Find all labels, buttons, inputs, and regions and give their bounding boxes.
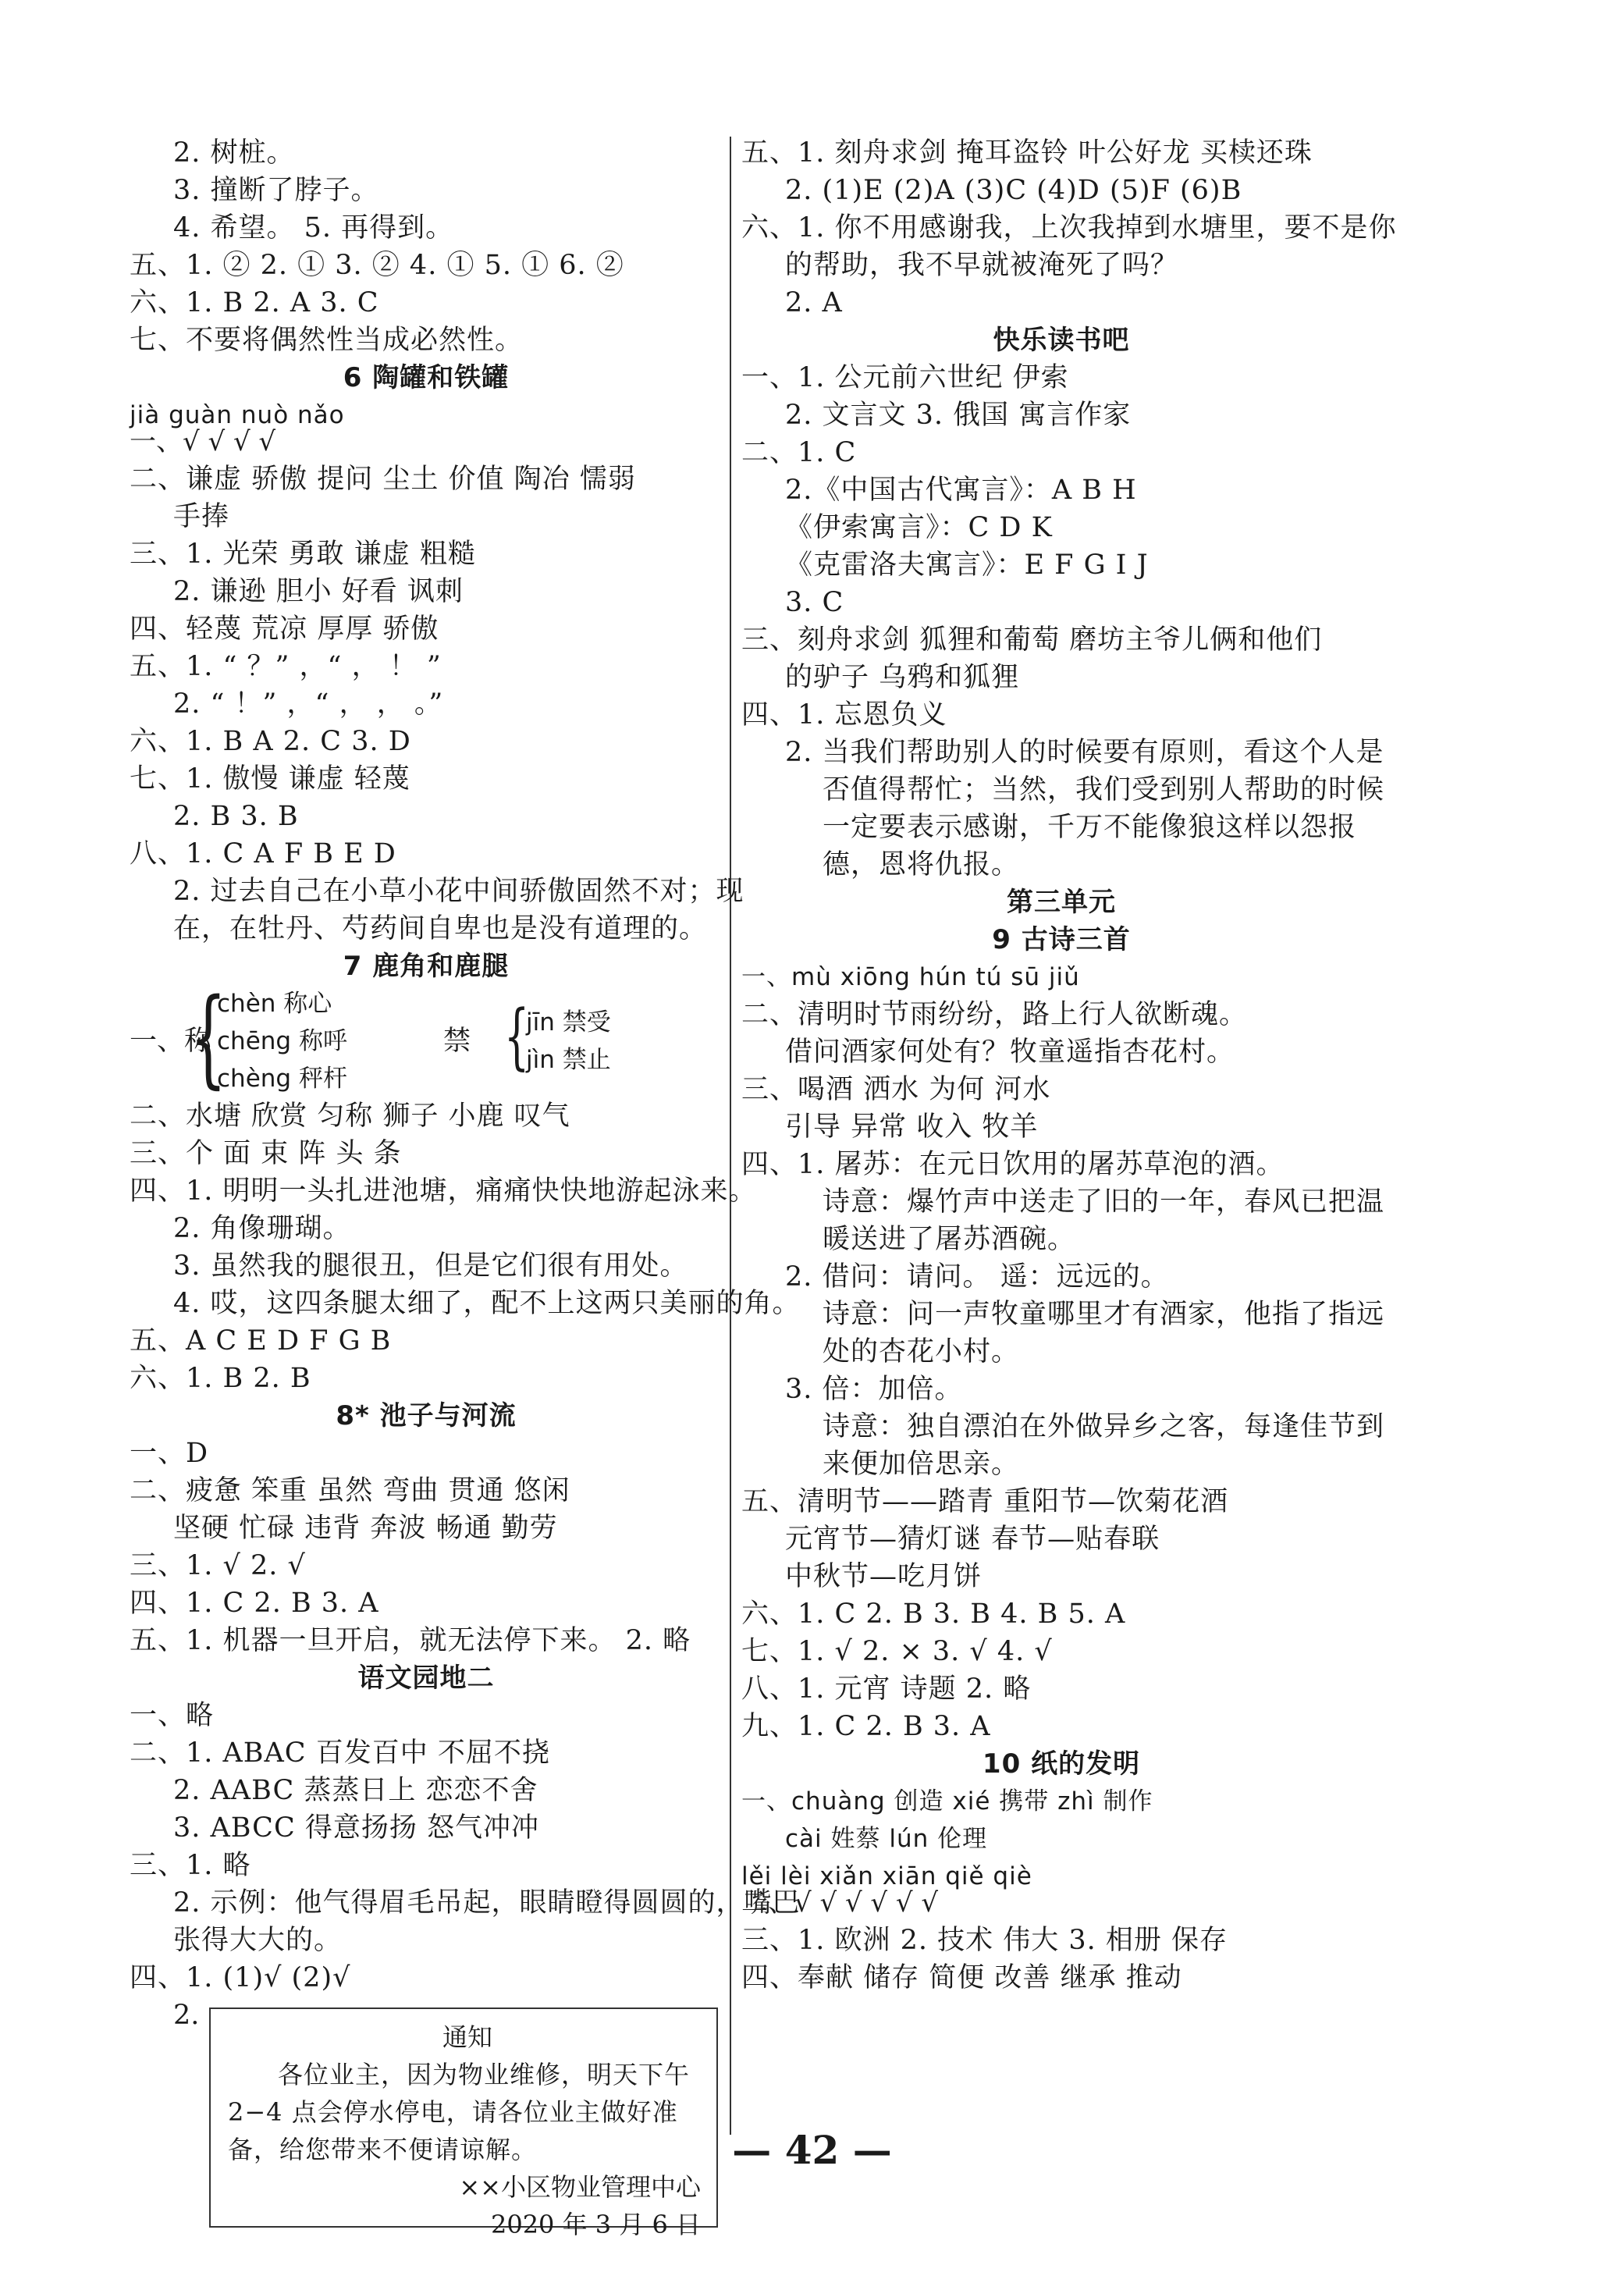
answer-number: 2. <box>173 2000 200 2031</box>
curly-brace-icon: { <box>190 976 227 1100</box>
answer-line: 2. A <box>785 287 843 318</box>
answer-line: 二、1. ABAC 百发百中 不屈不挠 <box>130 1737 550 1769</box>
answer-line: 3. ABCC 得意扬扬 怒气冲冲 <box>173 1812 539 1844</box>
section-title: 6 陶罐和铁罐 <box>343 362 510 393</box>
answer-line: 2. 过去自己在小草小花中间骄傲固然不对；现 <box>173 876 744 907</box>
brace-label: 一、称 <box>130 1026 212 1057</box>
answer-line: 五、1. “ ？” ，“ ， ！ ” <box>130 651 442 682</box>
answer-line: 2. 借问：请问。 遥：远远的。 <box>785 1261 1169 1293</box>
notice-date: 2020 年 3 月 6 日 <box>490 2210 701 2239</box>
check-marks: 一、√ √ √ √ <box>130 426 276 457</box>
answer-line: 四、1. (1)√ (2)√ <box>130 1962 351 1993</box>
answer-line: 三、1. 略 <box>130 1850 251 1881</box>
answer-line: 2. 谦逊 胆小 好看 讽刺 <box>173 576 464 607</box>
answer-line: 引导 异常 收入 牧羊 <box>785 1111 1039 1143</box>
answer-line: 一、D <box>130 1438 209 1469</box>
answer-line: 五、A C E D F G B <box>130 1325 392 1357</box>
answer-line: 三、刻舟求剑 狐狸和葡萄 磨坊主爷儿俩和他们 <box>741 624 1323 656</box>
answer-line: 2. 树桩。 <box>173 137 295 169</box>
curly-brace-icon: { <box>504 994 530 1078</box>
answer-line: 暖送进了屠苏酒碗。 <box>823 1224 1076 1255</box>
notice-answer <box>130 1997 723 2239</box>
answer-line: 2.《中国古代寓言》：A B H <box>785 475 1137 506</box>
answer-line: 五、清明节——踏青 重阳节—饮菊花酒 <box>741 1486 1229 1517</box>
brace-item: chēng 称呼 <box>217 1027 347 1055</box>
page-number: — 42 — <box>732 2127 892 2173</box>
answer-line: 否值得帮忙；当然，我们受到别人帮助的时候 <box>823 774 1385 805</box>
answer-line: 六、1. B A 2. C 3. D <box>130 726 411 757</box>
notice-body: 各位业主，因为物业维修，明天下午 2−4 点会停水停电，请各位业主做好准备，给您带来不便请谅解。 <box>228 2060 691 2164</box>
answer-line: 六、1. C 2. B 3. B 4. B 5. A <box>741 1599 1126 1630</box>
answer-line: 四、1. C 2. B 3. A <box>130 1588 379 1619</box>
answer-line: 三、1. 欧洲 2. 技术 伟大 3. 相册 保存 <box>741 1925 1228 1956</box>
answer-line: 《伊索寓言》：C D K <box>785 512 1053 543</box>
answer-line: 3. 倍：加倍。 <box>785 1374 963 1405</box>
answer-line: 三、1. √ 2. √ <box>130 1550 306 1581</box>
answer-line: 张得大大的。 <box>173 1925 343 1956</box>
answer-line: 七、1. 傲慢 谦虚 轻蔑 <box>130 763 410 795</box>
answer-line: 手捧 <box>173 501 230 532</box>
answer-line: 2. 示例：他气得眉毛吊起，眼睛瞪得圆圆的，嘴巴 <box>173 1887 801 1919</box>
answer-line: 诗意：独自漂泊在外做异乡之客，每逢佳节到 <box>823 1411 1385 1442</box>
section-title: 语文园地二 <box>357 1663 495 1694</box>
answer-line: 四、1. 明明一头扎进池塘，痛痛快快地游起泳来。 <box>130 1175 757 1207</box>
column-divider <box>730 137 731 2135</box>
brace-items <box>526 1004 611 1079</box>
answer-line: lěi lèi xiǎn xiān qiě qiè <box>741 1862 1032 1890</box>
notice-signature: ××小区物业管理中心 <box>459 2172 701 2202</box>
section-title: 8* 池子与河流 <box>336 1400 517 1431</box>
answer-line: 一、1. 公元前六世纪 伊索 <box>741 362 1069 393</box>
answer-line: 中秋节—吃月饼 <box>785 1561 983 1592</box>
answer-line: 诗意：问一声牧童哪里才有酒家，他指了指远 <box>823 1299 1385 1330</box>
answer-line: 4. 希望。 5. 再得到。 <box>173 212 454 244</box>
answer-line: 2. “ ！” ，“ ， ， 。” <box>173 688 444 720</box>
answer-line: 诗意：爆竹声中送走了旧的一年，春风已把温 <box>823 1186 1385 1218</box>
answer-line: 《克雷洛夫寓言》：E F G I J <box>785 549 1149 581</box>
answer-line: 七、1. √ 2. × 3. √ 4. √ <box>741 1636 1053 1667</box>
answer-line: 来便加倍思亲。 <box>823 1449 1020 1480</box>
answer-line: 一定要表示感谢，千万不能像狼这样以怨报 <box>823 812 1357 843</box>
answer-line: 4. 哎，这四条腿太细了，配不上这两只美丽的角。 <box>173 1288 801 1319</box>
answer-line: 五、1. 机器一旦开启，就无法停下来。 2. 略 <box>130 1625 691 1656</box>
brace-item: jīn 禁受 <box>526 1008 611 1037</box>
answer-line: jià guàn nuò nǎo <box>130 401 345 429</box>
section-title: 10 纸的发明 <box>982 1748 1141 1780</box>
answer-line: 的驴子 乌鸦和狐狸 <box>785 662 1020 693</box>
answer-line: 二、谦虚 骄傲 提问 尘土 价值 陶冶 懦弱 <box>130 464 636 495</box>
answer-line: 六、1. 你不用感谢我，上次我掉到水塘里，要不是你 <box>741 212 1397 244</box>
answer-line: 一、chuàng 创造 xié 携带 zhì 制作 <box>741 1787 1153 1815</box>
answer-line: 五、1. 刻舟求剑 掩耳盗铃 叶公好龙 买椟还珠 <box>741 137 1313 169</box>
notice-title: 通知 <box>442 2022 492 2052</box>
answer-line: 2. (1)E (2)A (3)C (4)D (5)F (6)B <box>785 175 1242 206</box>
answer-line: 3. 虽然我的腿很丑，但是它们很有用处。 <box>173 1250 688 1282</box>
notice-box <box>209 2008 718 2239</box>
answer-line: 2. 当我们帮助别人的时候要有原则，看这个人是 <box>785 737 1384 768</box>
section-title: 9 古诗三首 <box>992 924 1131 955</box>
answer-line: 在，在牡丹、芍药间自卑也是没有道理的。 <box>173 913 708 944</box>
answer-line: 三、个 面 束 阵 头 条 <box>130 1138 402 1169</box>
answer-line: 三、喝酒 洒水 为何 河水 <box>741 1074 1051 1105</box>
section-title: 7 鹿角和鹿腿 <box>343 951 510 982</box>
answer-line: 五、1. ② 2. ① 3. ② 4. ① 5. ① 6. ② <box>130 250 624 281</box>
answer-line: 九、1. C 2. B 3. A <box>741 1711 991 1742</box>
answer-line: 四、1. 屠苏：在元日饮用的屠苏草泡的酒。 <box>741 1149 1285 1180</box>
answer-line: 六、1. B 2. A 3. C <box>130 287 379 318</box>
answer-line: 二、水塘 欣赏 匀称 狮子 小鹿 叹气 <box>130 1101 570 1132</box>
answer-line: 四、1. 忘恩负义 <box>741 699 947 731</box>
answer-line: 3. C <box>785 587 844 618</box>
section-title: 快乐读书吧 <box>993 325 1130 356</box>
answer-line: 一、mù xiōng hún tú sū jiǔ <box>741 963 1080 991</box>
answer-line: 八、1. C A F B E D <box>130 838 396 870</box>
answer-line: 四、奉献 储存 简便 改善 继承 推动 <box>741 1962 1182 1993</box>
answer-line: 德，恩将仇报。 <box>823 849 1020 880</box>
check-marks: 二、√ √ √ √ √ √ <box>741 1887 939 1919</box>
brace-item: chèn 称心 <box>217 990 332 1018</box>
brace-label: 禁 <box>443 1026 471 1057</box>
brace-item: jìn 禁止 <box>526 1046 611 1074</box>
answer-line: 3. 撞断了脖子。 <box>173 175 379 206</box>
answer-line: 八、1. 元宵 诗题 2. 略 <box>741 1673 1032 1705</box>
answer-line: 的帮助，我不早就被淹死了吗？ <box>785 250 1179 281</box>
answer-line: 2. B 3. B <box>173 801 299 832</box>
answer-line: 处的杏花小村。 <box>823 1336 1020 1367</box>
answer-line: 元宵节—猜灯谜 春节—贴春联 <box>785 1524 1160 1555</box>
brace-items <box>217 985 347 1097</box>
answer-line: 二、1. C <box>741 437 857 468</box>
answer-line: 二、疲惫 笨重 虽然 弯曲 贯通 悠闲 <box>130 1475 570 1506</box>
answer-line: 2. AABC 蒸蒸日上 恋恋不舍 <box>173 1775 538 1806</box>
answer-line: 2. 角像珊瑚。 <box>173 1213 351 1244</box>
answer-line: 三、1. 光荣 勇敢 谦虚 粗糙 <box>130 539 476 570</box>
answer-line: 四、轻蔑 荒凉 厚厚 骄傲 <box>130 613 439 645</box>
answer-line: 坚硬 忙碌 违背 奔波 畅通 勤劳 <box>173 1513 558 1544</box>
polyphone-brace-group <box>130 976 723 1100</box>
answer-line: 2. 文言文 3. 俄国 寓言作家 <box>785 400 1132 431</box>
answer-line: 一、略 <box>130 1700 215 1731</box>
answer-line: 借问酒家何处有？牧童遥指杏花村。 <box>785 1037 1235 1068</box>
right-column <box>741 134 1397 1997</box>
section-title: 第三单元 <box>1007 887 1116 918</box>
answer-line: cài 姓蔡 lún 伦理 <box>785 1825 988 1853</box>
answer-line: 二、清明时节雨纷纷，路上行人欲断魂。 <box>741 999 1248 1030</box>
answer-line: 六、1. B 2. B <box>130 1363 311 1394</box>
brace-item: chèng 秤杆 <box>217 1065 347 1093</box>
answer-line: 七、不要将偶然性当成必然性。 <box>130 325 524 356</box>
